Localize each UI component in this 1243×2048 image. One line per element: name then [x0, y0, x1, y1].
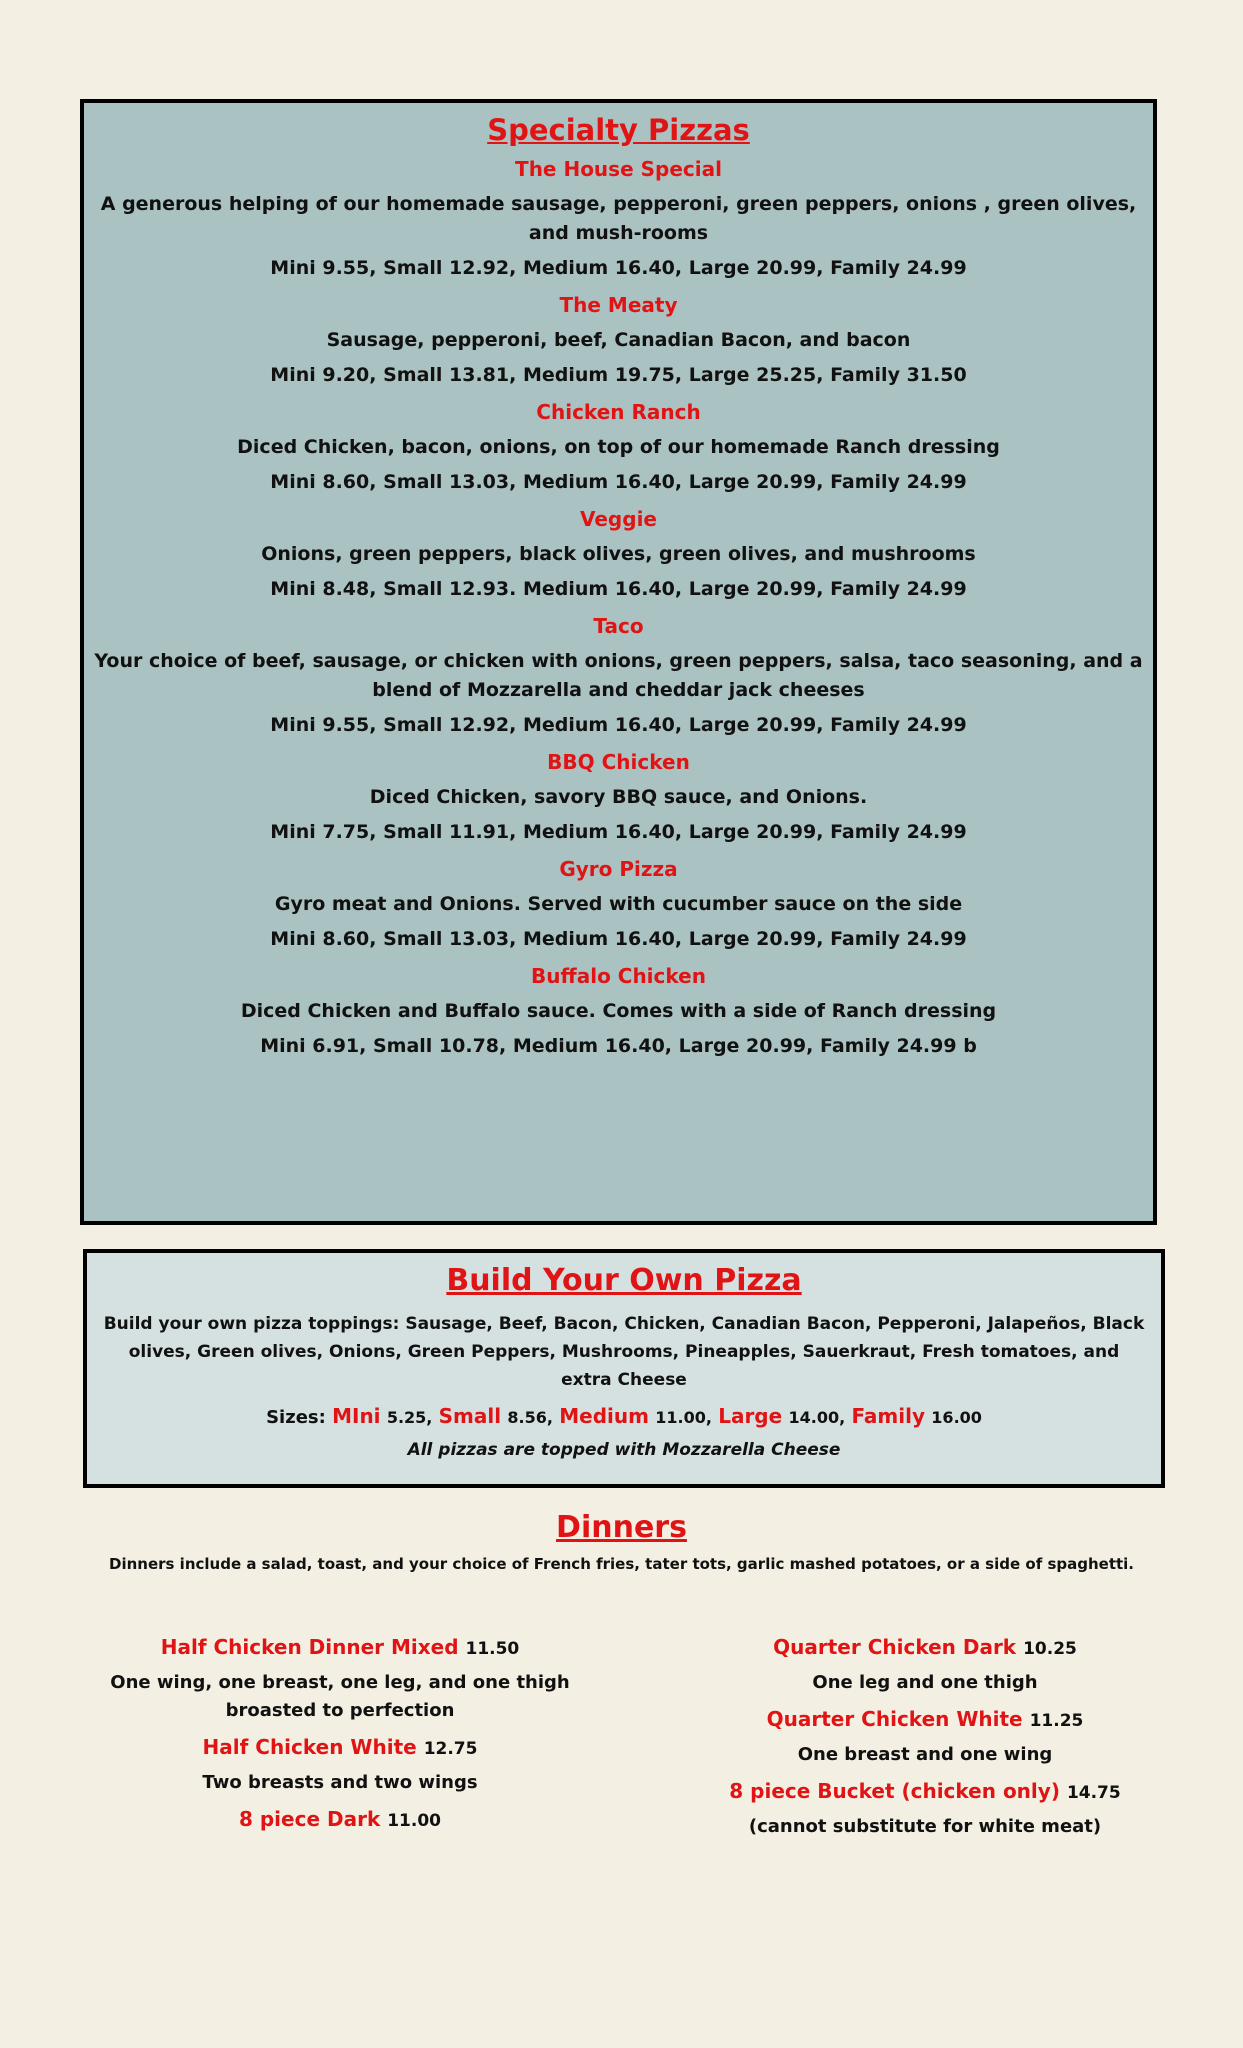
- pizza-description: Diced Chicken, savory BBQ sauce, and Onions.: [369, 786, 868, 808]
- pizza-name: The House Special: [515, 157, 722, 181]
- sizes-label: Sizes:: [266, 1407, 326, 1428]
- pizza-description: Sausage, pepperoni, beef, Canadian Bacon, and bacon: [326, 329, 911, 351]
- dinner-item: [700, 1707, 1150, 1731]
- dinner-description: One breast and one wing: [797, 1744, 1053, 1765]
- size-price: 11.00,: [655, 1408, 712, 1427]
- pizza-prices: Mini 8.60, Small 13.03, Medium 16.40, Large 20.99, Family 24.99: [270, 471, 967, 493]
- dinner-price: 12.75: [423, 1739, 478, 1759]
- size-price: 5.25,: [386, 1408, 433, 1427]
- dinner-item: [70, 1807, 610, 1831]
- size-label: MIni: [332, 1404, 381, 1428]
- dinners-header: [0, 1510, 1243, 1573]
- pizza-description: Gyro meat and Onions. Served with cucumber sauce on the side: [274, 893, 963, 915]
- dinner-price: 14.75: [1066, 1783, 1121, 1803]
- dinners-intro: Dinners include a salad, toast, and your choice of French fries, tater tots, garlic mashed potatoes, or a side of spaghetti.: [109, 1555, 1134, 1573]
- size-label: Large: [718, 1404, 783, 1428]
- dinner-item: [700, 1635, 1150, 1659]
- pizza-name: Chicken Ranch: [536, 400, 701, 424]
- dinners-title: Dinners: [556, 1510, 687, 1545]
- pizza-prices: Mini 7.75, Small 11.91, Medium 16.40, Large 20.99, Family 24.99: [270, 821, 967, 843]
- dinner-description: (cannot substitute for white meat): [748, 1816, 1102, 1837]
- pizza-prices: Mini 9.55, Small 12.92, Medium 16.40, Large 20.99, Family 24.99: [270, 714, 967, 736]
- toppings-list: Build your own pizza toppings: Sausage, Beef, Bacon, Chicken, Canadian Bacon, Pepperoni, Jalapeños, Black olives, Green olives, Onions, Green Peppers, Mushrooms, Pineapples, Sauerkraut, Fresh tomatoes, and extra Cheese: [103, 1314, 1145, 1390]
- dinner-item: [700, 1779, 1150, 1803]
- pizza-prices: Mini 9.55, Small 12.92, Medium 16.40, Large 20.99, Family 24.99: [270, 257, 967, 279]
- mozzarella-note: All pizzas are topped with Mozzarella Cheese: [407, 1440, 841, 1460]
- build-your-own-box: [83, 1249, 1165, 1488]
- pizza-prices: Mini 8.60, Small 13.03, Medium 16.40, Large 20.99, Family 24.99: [270, 928, 967, 950]
- dinner-description: One leg and one thigh: [812, 1672, 1038, 1693]
- dinner-name: Half Chicken Dinner Mixed: [160, 1635, 459, 1659]
- pizza-name: Buffalo Chicken: [531, 964, 706, 988]
- size-label: Medium: [559, 1404, 649, 1428]
- dinner-description: Two breasts and two wings: [202, 1772, 478, 1793]
- dinner-item: [70, 1635, 610, 1659]
- size-price: 16.00: [931, 1408, 982, 1427]
- size-price: 8.56,: [507, 1408, 553, 1427]
- dinner-price: 10.25: [1023, 1639, 1077, 1659]
- pizza-name: The Meaty: [559, 293, 678, 317]
- dinner-description: One wing, one breast, one leg, and one thigh broasted to perfection: [110, 1672, 570, 1721]
- pizza-description: Diced Chicken and Buffalo sauce. Comes with a side of Ranch dressing: [240, 1000, 997, 1022]
- dinners-left-column: [70, 1635, 610, 1841]
- pizza-description: Onions, green peppers, black olives, green olives, and mushrooms: [261, 543, 976, 565]
- specialty-pizzas-title: Specialty Pizzas: [487, 113, 750, 147]
- dinner-name: Quarter Chicken Dark: [773, 1635, 1017, 1659]
- pizza-description: Your choice of beef, sausage, or chicken with onions, green peppers, salsa, taco seasoning, and a blend of Mozzarella and cheddar jack cheeses: [94, 650, 1143, 701]
- pizza-description: Diced Chicken, bacon, onions, on top of our homemade Ranch dressing: [237, 436, 1000, 458]
- dinner-name: Quarter Chicken White: [766, 1707, 1023, 1731]
- pizza-prices: Mini 9.20, Small 13.81, Medium 19.75, Large 25.25, Family 31.50: [270, 364, 967, 386]
- build-your-own-title: Build Your Own Pizza: [446, 1263, 802, 1298]
- dinner-price: 11.25: [1029, 1711, 1084, 1731]
- dinner-name: 8 piece Dark: [238, 1807, 381, 1831]
- dinner-price: 11.50: [465, 1639, 520, 1659]
- pizza-prices: Mini 6.91, Small 10.78, Medium 16.40, Large 20.99, Family 24.99 b: [260, 1035, 977, 1057]
- dinner-name: Half Chicken White: [202, 1735, 417, 1759]
- pizza-name: Veggie: [579, 507, 657, 531]
- dinners-right-column: [700, 1635, 1150, 1851]
- dinner-name: 8 piece Bucket (chicken only): [729, 1779, 1060, 1803]
- size-label: Family: [851, 1404, 926, 1428]
- pizza-name: BBQ Chicken: [547, 750, 690, 774]
- pizza-name: Gyro Pizza: [559, 857, 678, 881]
- size-price: 14.00,: [788, 1408, 846, 1427]
- size-label: Small: [438, 1404, 502, 1428]
- dinner-item: [70, 1735, 610, 1759]
- dinner-price: 11.00: [387, 1811, 441, 1831]
- pizza-description: A generous helping of our homemade sausage, pepperoni, green peppers, onions , green olives, and mush-rooms: [100, 193, 1137, 244]
- pizza-name: Taco: [593, 614, 644, 638]
- sizes-line: [87, 1404, 1161, 1428]
- specialty-pizzas-box: [80, 99, 1157, 1225]
- pizza-prices: Mini 8.48, Small 12.93. Medium 16.40, Large 20.99, Family 24.99: [270, 578, 967, 600]
